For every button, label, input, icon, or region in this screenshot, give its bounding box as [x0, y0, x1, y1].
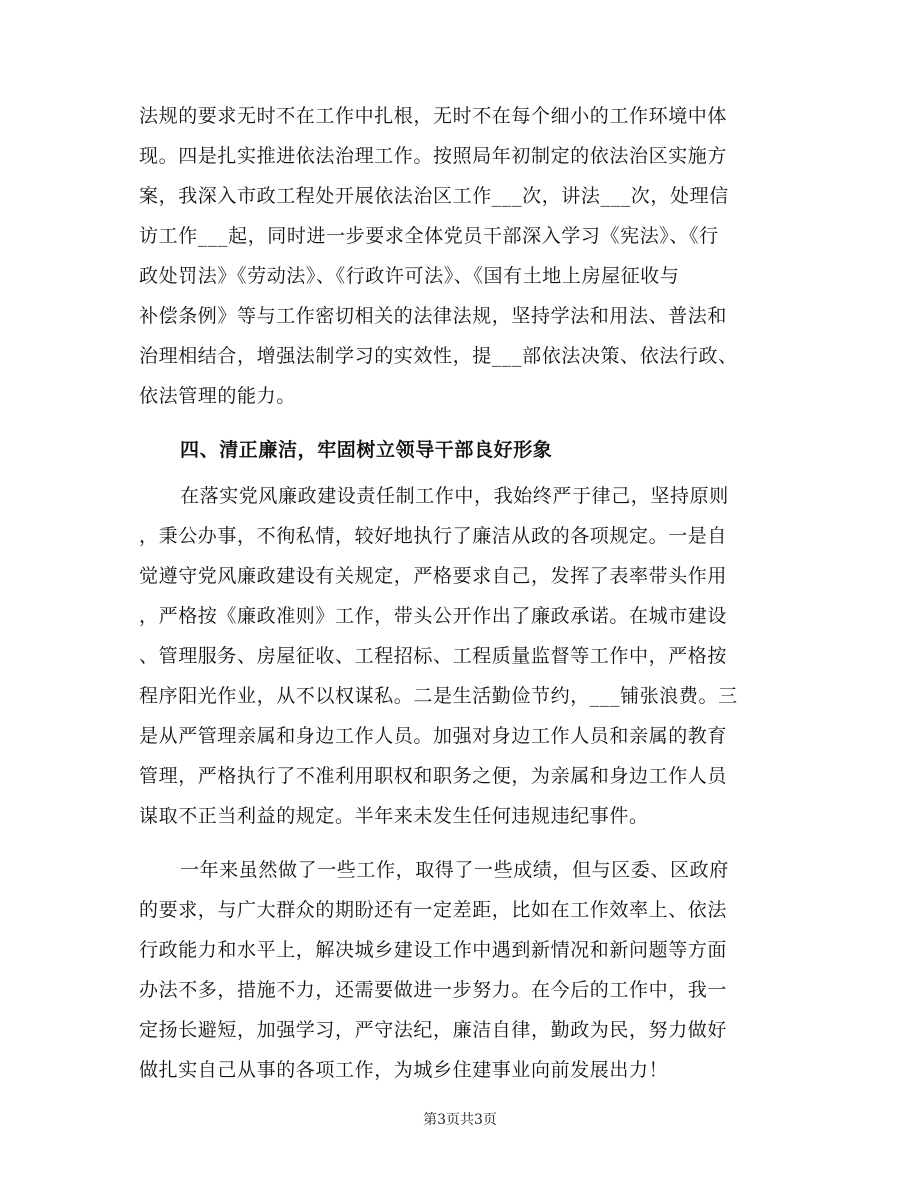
text-line: 现。四是扎实推进依法治理工作。按照局年初制定的依法治区实施方	[139, 145, 728, 167]
text-line: 行政能力和水平上，解决城乡建设工作中遇到新情况和新问题等方面	[139, 939, 728, 961]
text-line: 程序阳光作业，从不以权谋私。二是生活勤俭节约，___铺张浪费。三	[139, 685, 738, 707]
text-line: 、管理服务、房屋征收、工程招标、工程质量监督等工作中，严格按	[139, 645, 728, 667]
text-line: 做扎实自己从事的各项工作，为城乡住建事业向前发展出力！	[139, 1059, 669, 1081]
text-line: 定扬长避短，加强学习，严守法纪，廉洁自律，勤政为民，努力做好	[139, 1019, 728, 1041]
text-line: 补偿条例》等与工作密切相关的法律法规，坚持学法和用法、普法和	[139, 305, 728, 327]
section-heading: 四、清正廉洁，牢固树立领导干部良好形象	[180, 439, 553, 461]
text-line: 案，我深入市政工程处开展依法治区工作___次，讲法___次，处理信	[139, 185, 729, 207]
text-line: 政处罚法》《劳动法》、《行政许可法》、《国有土地上房屋征收与	[139, 265, 680, 287]
paragraph-first-line: 在落实党风廉政建设责任制工作中，我始终严于律己，坚持原则	[180, 485, 729, 507]
text-line: 谋取不正当利益的规定。半年来未发生任何违规违纪事件。	[139, 805, 649, 827]
page-footer: 第3页共3页	[423, 1112, 497, 1128]
text-line: ，秉公办事，不徇私情，较好地执行了廉洁从政的各项规定。一是自	[139, 525, 728, 547]
text-line: 办法不多，措施不力，还需要做进一步努力。在今后的工作中，我一	[139, 979, 728, 1001]
text-line: 的要求，与广大群众的期盼还有一定差距，比如在工作效率上、依法	[139, 899, 728, 921]
text-line: 管理，严格执行了不准利用职权和职务之便，为亲属和身边工作人员	[139, 765, 728, 787]
text-line: 法规的要求无时不在工作中扎根，无时不在每个细小的工作环境中体	[139, 105, 728, 127]
text-line: ，严格按《廉政准则》工作，带头公开作出了廉政承诺。在城市建设	[139, 605, 728, 627]
text-line: 治理相结合，增强法制学习的实效性，提___部依法决策、依法行政、	[139, 345, 738, 367]
text-line: 觉遵守党风廉政建设有关规定，严格要求自己，发挥了表率带头作用	[139, 565, 728, 587]
paragraph-first-line: 一年来虽然做了一些工作，取得了一些成绩，但与区委、区政府	[180, 859, 729, 881]
text-line: 依法管理的能力。	[139, 385, 296, 407]
text-line: 访工作___起，同时进一步要求全体党员干部深入学习《宪法》、《行	[139, 225, 719, 247]
text-line: 是从严管理亲属和身边工作人员。加强对身边工作人员和亲属的教育	[139, 725, 728, 747]
